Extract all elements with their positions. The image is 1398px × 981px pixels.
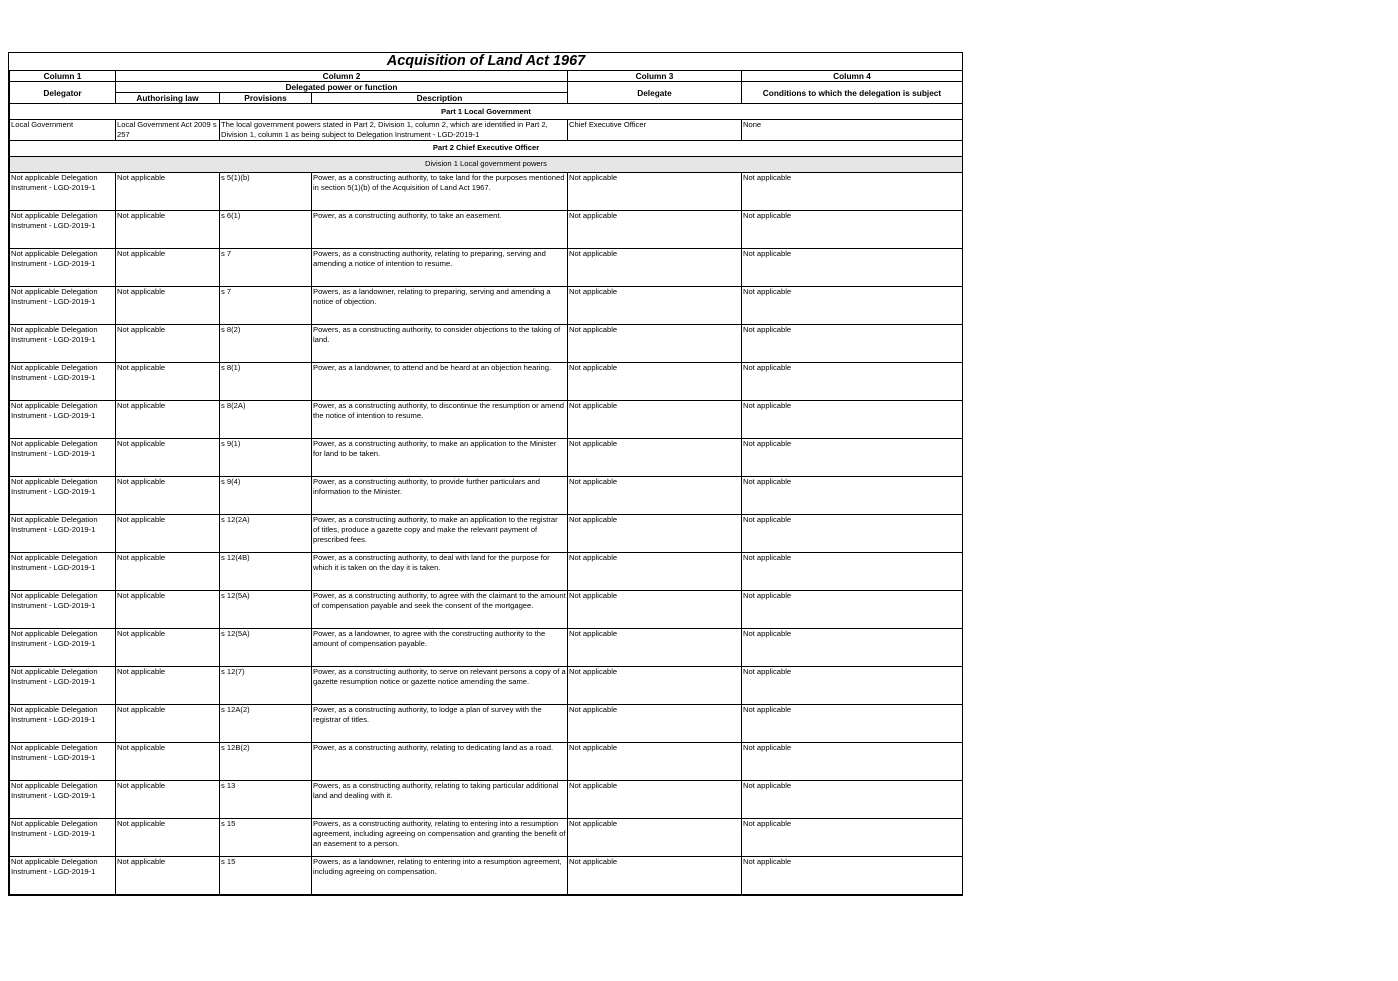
row-provision: s 12(4B)	[220, 552, 312, 590]
row-conditions: Not applicable	[742, 780, 963, 818]
division-1-heading: Division 1 Local government powers	[10, 156, 963, 172]
row-provision: s 15	[220, 818, 312, 856]
row-description: Power, as a constructing authority, to deal with land for the purpose for which it is taken on the day it is taken.	[312, 552, 568, 590]
row-delegator: Not applicable Delegation Instrument - LGD-2019-1	[10, 552, 116, 590]
row-authorising-law: Not applicable	[116, 552, 220, 590]
row-delegate: Not applicable	[568, 704, 742, 742]
row-description: Powers, as a landowner, relating to preparing, serving and amending a notice of objection.	[312, 286, 568, 324]
row-provision: s 13	[220, 780, 312, 818]
table-row	[10, 856, 963, 894]
row-provision: s 15	[220, 856, 312, 894]
row-description: Power, as a constructing authority, to agree with the claimant to the amount of compensation payable and seek the consent of the mortgagee.	[312, 590, 568, 628]
delegated-power-header: Delegated power or function	[116, 82, 568, 93]
row-delegate: Not applicable	[568, 666, 742, 704]
row-description: Power, as a constructing authority, relating to dedicating land as a road.	[312, 742, 568, 780]
row-delegator: Not applicable Delegation Instrument - LGD-2019-1	[10, 172, 116, 210]
row-authorising-law: Not applicable	[116, 286, 220, 324]
row-provision: s 12(7)	[220, 666, 312, 704]
row-conditions: Not applicable	[742, 514, 963, 552]
row-conditions: Not applicable	[742, 248, 963, 286]
table-row	[10, 210, 963, 248]
row-delegate: Not applicable	[568, 628, 742, 666]
row-delegate: Not applicable	[568, 286, 742, 324]
row-delegator: Not applicable Delegation Instrument - LGD-2019-1	[10, 248, 116, 286]
row-delegator: Not applicable Delegation Instrument - LGD-2019-1	[10, 476, 116, 514]
row-delegator: Not applicable Delegation Instrument - LGD-2019-1	[10, 362, 116, 400]
row-authorising-law: Not applicable	[116, 666, 220, 704]
delegate-header: Delegate	[568, 82, 742, 104]
row-provision: s 8(2A)	[220, 400, 312, 438]
row-provision: s 7	[220, 248, 312, 286]
row-delegator: Not applicable Delegation Instrument - LGD-2019-1	[10, 210, 116, 248]
row-provision: s 12(2A)	[220, 514, 312, 552]
row-provision: s 12B(2)	[220, 742, 312, 780]
table-row	[10, 438, 963, 476]
row-delegator: Not applicable Delegation Instrument - LGD-2019-1	[10, 438, 116, 476]
row-delegate: Not applicable	[568, 172, 742, 210]
row-authorising-law: Not applicable	[116, 856, 220, 894]
row-authorising-law: Not applicable	[116, 742, 220, 780]
row-conditions: Not applicable	[742, 476, 963, 514]
part1-authorising-law: Local Government Act 2009 s 257	[116, 120, 220, 141]
row-conditions: Not applicable	[742, 552, 963, 590]
row-delegator: Not applicable Delegation Instrument - LGD-2019-1	[10, 704, 116, 742]
table-row	[10, 286, 963, 324]
table-row	[10, 666, 963, 704]
table-row	[10, 780, 963, 818]
row-provision: s 9(4)	[220, 476, 312, 514]
table-row	[10, 400, 963, 438]
row-conditions: Not applicable	[742, 742, 963, 780]
row-description: Powers, as a constructing authority, relating to preparing, serving and amending a notice of intention to resume.	[312, 248, 568, 286]
row-description: Power, as a constructing authority, to provide further particulars and information to the Minister.	[312, 476, 568, 514]
row-authorising-law: Not applicable	[116, 818, 220, 856]
part1-conditions: None	[742, 120, 963, 141]
row-authorising-law: Not applicable	[116, 172, 220, 210]
row-delegate: Not applicable	[568, 780, 742, 818]
row-authorising-law: Not applicable	[116, 438, 220, 476]
row-delegate: Not applicable	[568, 400, 742, 438]
row-delegate: Not applicable	[568, 514, 742, 552]
row-authorising-law: Not applicable	[116, 514, 220, 552]
row-description: Powers, as a landowner, relating to entering into a resumption agreement, including agreeing on compensation.	[312, 856, 568, 894]
row-description: Power, as a constructing authority, to take an easement.	[312, 210, 568, 248]
row-conditions: Not applicable	[742, 438, 963, 476]
part-1-heading: Part 1 Local Government	[10, 104, 963, 120]
row-delegator: Not applicable Delegation Instrument - LGD-2019-1	[10, 856, 116, 894]
row-delegate: Not applicable	[568, 438, 742, 476]
row-delegate: Not applicable	[568, 552, 742, 590]
row-provision: s 12(5A)	[220, 628, 312, 666]
table-row	[10, 628, 963, 666]
row-provision: s 12A(2)	[220, 704, 312, 742]
row-provision: s 9(1)	[220, 438, 312, 476]
row-conditions: Not applicable	[742, 172, 963, 210]
row-delegate: Not applicable	[568, 210, 742, 248]
row-description: Power, as a constructing authority, to make an application to the registrar of titles, produce a gazette copy and make the relevant payment of prescribed fees.	[312, 514, 568, 552]
delegator-header: Delegator	[10, 82, 116, 104]
table-row	[10, 248, 963, 286]
row-description: Power, as a constructing authority, to make an application to the Minister for land to be taken.	[312, 438, 568, 476]
table-row	[10, 324, 963, 362]
row-authorising-law: Not applicable	[116, 324, 220, 362]
row-conditions: Not applicable	[742, 362, 963, 400]
row-authorising-law: Not applicable	[116, 628, 220, 666]
row-authorising-law: Not applicable	[116, 704, 220, 742]
row-conditions: Not applicable	[742, 666, 963, 704]
row-authorising-law: Not applicable	[116, 400, 220, 438]
row-delegate: Not applicable	[568, 590, 742, 628]
row-conditions: Not applicable	[742, 628, 963, 666]
row-provision: s 7	[220, 286, 312, 324]
row-authorising-law: Not applicable	[116, 780, 220, 818]
row-delegator: Not applicable Delegation Instrument - LGD-2019-1	[10, 590, 116, 628]
row-description: Power, as a landowner, to attend and be heard at an objection hearing.	[312, 362, 568, 400]
row-description: Powers, as a constructing authority, to consider objections to the taking of land.	[312, 324, 568, 362]
row-conditions: Not applicable	[742, 286, 963, 324]
delegation-sheet	[8, 52, 963, 896]
row-authorising-law: Not applicable	[116, 210, 220, 248]
table-row	[10, 704, 963, 742]
part1-delegate: Chief Executive Officer	[568, 120, 742, 141]
description-header: Description	[312, 93, 568, 104]
row-authorising-law: Not applicable	[116, 590, 220, 628]
table-row	[10, 742, 963, 780]
part1-delegator: Local Government	[10, 120, 116, 141]
row-delegator: Not applicable Delegation Instrument - LGD-2019-1	[10, 400, 116, 438]
row-conditions: Not applicable	[742, 818, 963, 856]
column-2-header: Column 2	[116, 71, 568, 82]
row-description: Power, as a constructing authority, to lodge a plan of survey with the registrar of titles.	[312, 704, 568, 742]
row-description: Power, as a constructing authority, to take land for the purposes mentioned in section 5(1)(b) of the Acquisition of Land Act 1967.	[312, 172, 568, 210]
table-row	[10, 514, 963, 552]
row-conditions: Not applicable	[742, 856, 963, 894]
row-delegator: Not applicable Delegation Instrument - LGD-2019-1	[10, 780, 116, 818]
table-row	[10, 172, 963, 210]
row-description: Powers, as a constructing authority, relating to taking particular additional land and dealing with it.	[312, 780, 568, 818]
row-delegator: Not applicable Delegation Instrument - LGD-2019-1	[10, 628, 116, 666]
column-1-header: Column 1	[10, 71, 116, 82]
column-3-header: Column 3	[568, 71, 742, 82]
delegation-table	[9, 53, 963, 895]
provisions-header: Provisions	[220, 93, 312, 104]
row-delegate: Not applicable	[568, 818, 742, 856]
row-provision: s 8(2)	[220, 324, 312, 362]
column-4-header: Column 4	[742, 71, 963, 82]
row-description: Power, as a landowner, to agree with the constructing authority to the amount of compensation payable.	[312, 628, 568, 666]
row-conditions: Not applicable	[742, 400, 963, 438]
table-row	[10, 590, 963, 628]
authorising-law-header: Authorising law	[116, 93, 220, 104]
row-delegate: Not applicable	[568, 362, 742, 400]
table-row	[10, 818, 963, 856]
sheet-title: Acquisition of Land Act 1967	[10, 53, 963, 71]
row-conditions: Not applicable	[742, 210, 963, 248]
row-description: Power, as a constructing authority, to serve on relevant persons a copy of a gazette resumption notice or gazette notice amending the same.	[312, 666, 568, 704]
row-delegator: Not applicable Delegation Instrument - LGD-2019-1	[10, 818, 116, 856]
row-delegator: Not applicable Delegation Instrument - LGD-2019-1	[10, 324, 116, 362]
row-delegator: Not applicable Delegation Instrument - LGD-2019-1	[10, 742, 116, 780]
row-delegate: Not applicable	[568, 742, 742, 780]
row-conditions: Not applicable	[742, 590, 963, 628]
row-delegator: Not applicable Delegation Instrument - LGD-2019-1	[10, 514, 116, 552]
row-provision: s 8(1)	[220, 362, 312, 400]
part1-description: The local government powers stated in Part 2, Division 1, column 2, which are identified in Part 2, Division 1, column 1 as being subject to Delegation Instrument - LGD-2019-1	[220, 120, 568, 141]
row-authorising-law: Not applicable	[116, 248, 220, 286]
row-delegate: Not applicable	[568, 248, 742, 286]
row-conditions: Not applicable	[742, 324, 963, 362]
row-provision: s 5(1)(b)	[220, 172, 312, 210]
row-provision: s 6(1)	[220, 210, 312, 248]
row-description: Power, as a constructing authority, to discontinue the resumption or amend the notice of intention to resume.	[312, 400, 568, 438]
row-authorising-law: Not applicable	[116, 476, 220, 514]
row-provision: s 12(5A)	[220, 590, 312, 628]
part-2-heading: Part 2 Chief Executive Officer	[10, 140, 963, 156]
table-row	[10, 476, 963, 514]
row-description: Powers, as a constructing authority, relating to entering into a resumption agreement, including agreeing on compensation and granting the benefit of an easement to a person.	[312, 818, 568, 856]
row-conditions: Not applicable	[742, 704, 963, 742]
row-delegator: Not applicable Delegation Instrument - LGD-2019-1	[10, 666, 116, 704]
row-delegate: Not applicable	[568, 476, 742, 514]
table-row	[10, 552, 963, 590]
table-row	[10, 362, 963, 400]
row-delegate: Not applicable	[568, 324, 742, 362]
conditions-header: Conditions to which the delegation is subject	[742, 82, 963, 104]
row-delegator: Not applicable Delegation Instrument - LGD-2019-1	[10, 286, 116, 324]
row-authorising-law: Not applicable	[116, 362, 220, 400]
row-delegate: Not applicable	[568, 856, 742, 894]
